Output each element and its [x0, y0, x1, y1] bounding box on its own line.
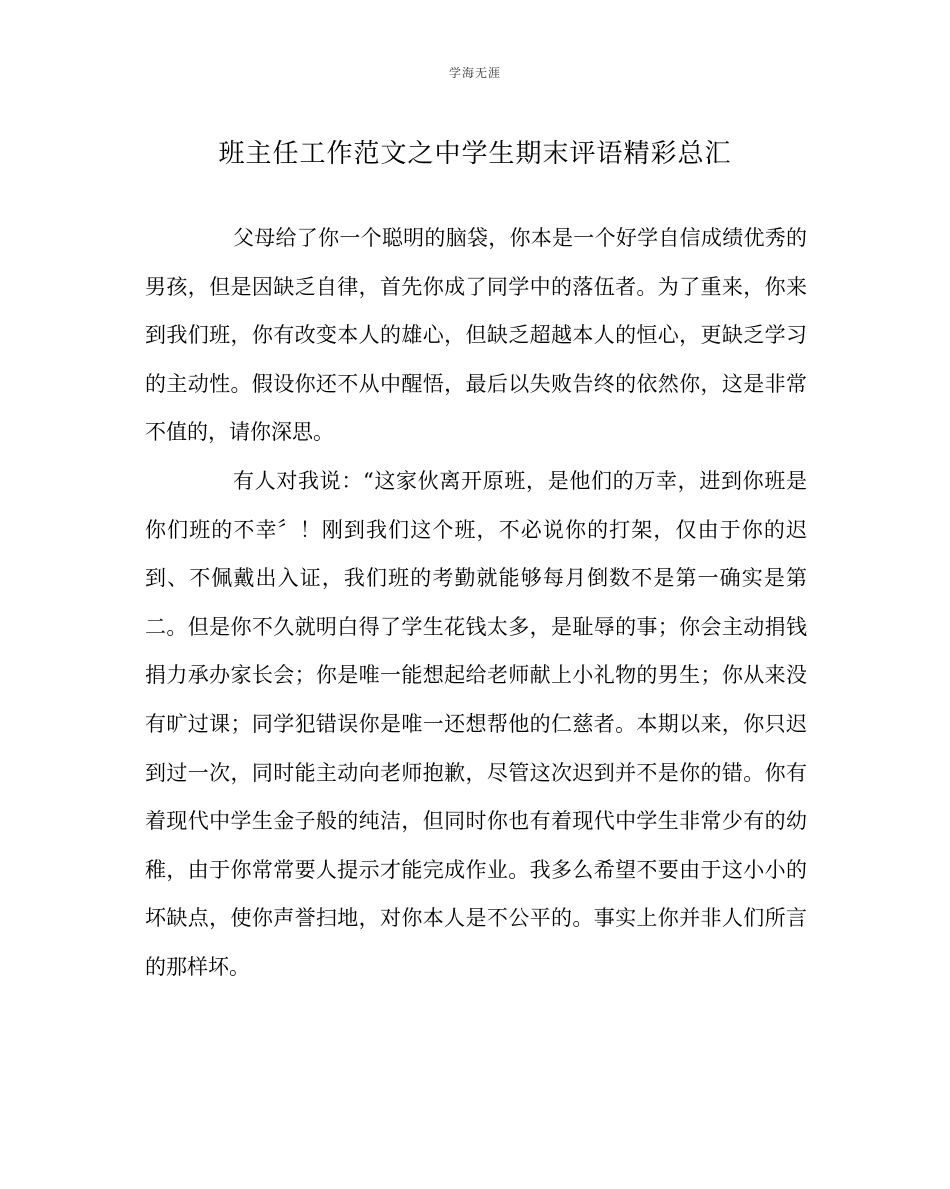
document-title: 班主任工作范文之中学生期末评语精彩总汇	[218, 139, 732, 169]
paragraph-1: 父母给了你一个聪明的脑袋，你本是一个好学自信成绩优秀的男孩，但是因缺乏自律，首先你成了同学中的落伍者。为了重来，你来到我们班，你有改变本人的雄心，但缺乏超越本人的恒心，更缺乏学习的主动性。假设你还不从中醒悟，最后以失败告终的依然你，这是非常不值的，请你深思。	[145, 226, 807, 445]
page-header: 学海无涯	[448, 66, 501, 80]
document-body	[145, 214, 807, 992]
paragraph-2: 有人对我说：“这家伙离开原班，是他们的万幸，进到你班是你们班的不幸〞！刚到我们这个班，不必说你的打架，仅由于你的迟到、不佩戴出入证，我们班的考勤就能够每月倒数不是第一确实是第二。但是你不久就明白得了学生花钱太多，是耻辱的事；你会主动捐钱捐力承办家长会；你是唯一能想起给老师献上小礼物的男生；你从来没有旷过课；同学犯错误你是唯一还想帮他的仁慈者。本期以来，你只迟到过一次，同时能主动向老师抱歉，尽管这次迟到并不是你的错。你有着现代中学生金子般的纯洁，但同时你也有着现代中学生非常少有的幼稚，由于你常常要人提示才能完成作业。我多么希望不要由于这小小的坏缺点，使你声誉扫地，对你本人是不公平的。事实上你并非人们所言的那样坏。	[145, 468, 807, 979]
